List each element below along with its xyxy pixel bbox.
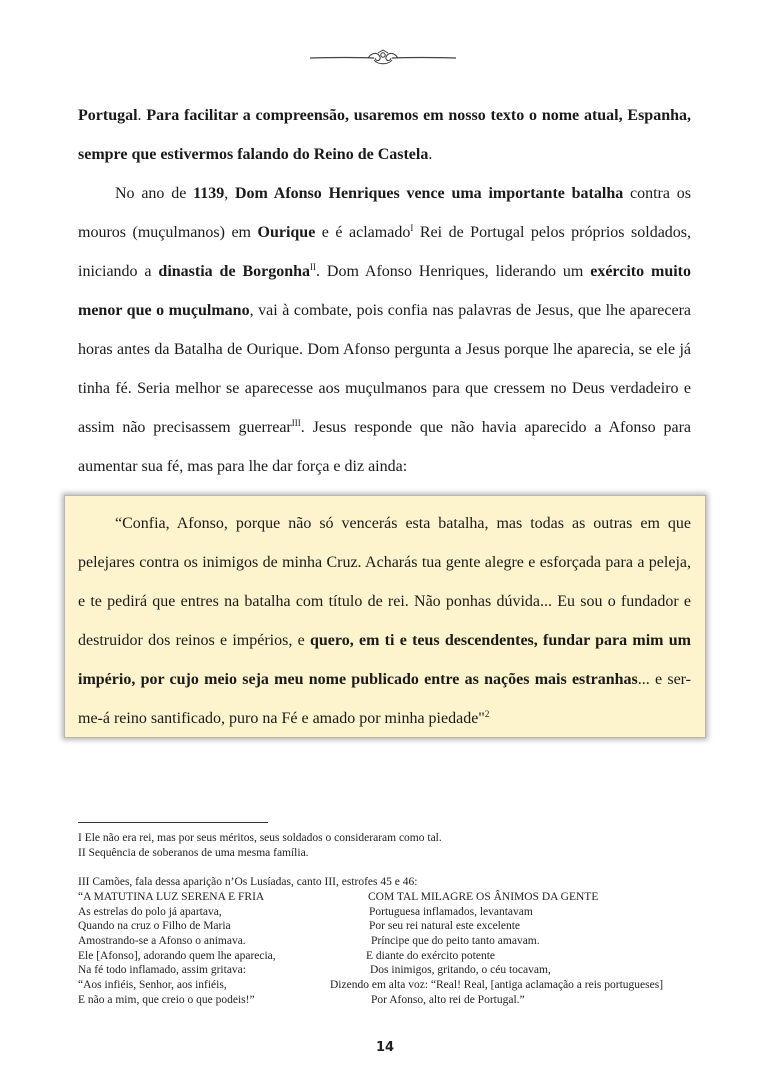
- footnote-ref: 2: [484, 709, 490, 719]
- poem-line: Por seu rei natural este excelente: [369, 920, 521, 933]
- paragraph-1: [78, 96, 691, 174]
- quote-box: [64, 495, 706, 738]
- text-run: ... e ser-me-á reino santificado, puro na Fé e amado por minha piedade": [78, 671, 692, 727]
- bold-text: dinastia de Borgonha: [158, 263, 311, 280]
- quote-text: [78, 504, 691, 738]
- text-run: .: [137, 107, 147, 124]
- poem-line: E não a mim, que creio o que podeis!”: [78, 993, 255, 1006]
- poem-line: COM TAL MILAGRE OS ÂNIMOS DA GENTE: [368, 891, 599, 903]
- bold-text: Para facilitar a compreensão, usaremos em nosso texto o nome atual, Espanha, sempre que estivermos falando do Reino de Castela: [78, 107, 691, 163]
- text-run: No ano de: [115, 185, 194, 202]
- poem-line: Quando na cruz o Filho de Maria: [78, 920, 231, 933]
- bold-text: Dom Afonso Henriques vence uma importante batalha: [235, 185, 624, 202]
- footnote-2: II Sequência de soberanos de uma mesma família.: [78, 847, 309, 859]
- poem-line: Ele [Afonso], adorando quem lhe aparecia,: [78, 949, 276, 962]
- page-number: 14: [375, 1040, 395, 1055]
- poem-line: Na fé todo inflamado, assim gritava:: [78, 964, 246, 977]
- footnote-ref: II: [310, 262, 317, 272]
- text-run: Rei de Portugal pelos próprios soldados, iniciando a: [78, 224, 692, 280]
- bold-text: 1139: [193, 185, 225, 202]
- poem-stanza-left: [78, 890, 276, 1008]
- poem-line: Príncipe que do peito tanto amavam.: [371, 935, 540, 948]
- poem-line: Portuguesa inflamados, levantavam: [369, 905, 533, 918]
- text-run: , vai à combate, pois confia nas palavras de Jesus, que lhe aparecera horas antes da Batalha de Ourique. Dom Afonso pergunta a Jesus porque lhe aparecia, se ele já tinha fé. Seria melhor se aparecesse aos muçulmanos para que cressem no Deus verdadeiro e assim não precisassem guerrear: [78, 302, 692, 436]
- flourish-divider-icon: [308, 48, 458, 68]
- text-run: . Jesus responde que não havia aparecido a Afonso para aumentar sua fé, mas para lhe dar força e diz ainda:: [78, 419, 691, 475]
- text-run: “Confia, Afonso, porque não só vencerás esta batalha, mas todas as outras em que pelejares contra os inimigos de minha Cruz. Acharás tua gente alegre e esforçada para a peleja, e te pedirá que entres na batalha com título de rei. Não ponhas dúvida... Eu sou o fundador e destruidor dos reinos e impérios, e: [78, 515, 691, 649]
- text-run: .: [428, 146, 433, 163]
- bold-text: Portugal: [78, 107, 138, 124]
- text-run: . Dom Afonso Henriques, liderando um: [316, 263, 591, 280]
- poem-line: Amostrando-se a Afonso o animava.: [78, 935, 246, 948]
- main-text: [78, 96, 691, 486]
- bold-text: quero, em ti e teus descendentes, fundar para mim um império, por cujo meio seja meu nome publicado entre as nações mais estranhas: [78, 632, 691, 688]
- bold-text: exército muito menor que o muçulmano: [78, 263, 691, 319]
- poem-line: “Aos infiéis, Senhor, aos infiéis,: [78, 979, 227, 992]
- footnote-1: I Ele não era rei, mas por seus méritos, seus soldados o consideraram como tal.: [78, 832, 442, 844]
- poem-line: “A MATUTINA LUZ SERENA E FRIA: [78, 891, 265, 903]
- poem-line: Por Afonso, alto rei de Portugal.”: [371, 993, 525, 1006]
- footnote-ref: I: [410, 223, 414, 233]
- footnote-3: III Camões, fala dessa aparição n’Os Lusíadas, canto III, estrofes 45 e 46:: [78, 876, 418, 888]
- text-run: ,: [224, 185, 235, 202]
- poem-line: Dos inimigos, gritando, o céu tocavam,: [370, 964, 551, 977]
- footnote-ref: III: [291, 418, 301, 428]
- text-run: contra os mouros (muçulmanos) em: [78, 185, 691, 241]
- poem-line: As estrelas do polo já apartava,: [78, 905, 222, 918]
- footnote-divider: [78, 822, 268, 823]
- text-run: e é aclamado: [315, 224, 411, 241]
- bold-text: Ourique: [257, 224, 316, 241]
- poem-line: Dizendo em alta voz: “Real! Real, [antiga aclamação a reis portugueses]: [330, 979, 664, 992]
- poem-line: E diante do exército potente: [366, 949, 496, 962]
- poem-stanza-right: [330, 890, 663, 1008]
- paragraph-2: [78, 174, 691, 486]
